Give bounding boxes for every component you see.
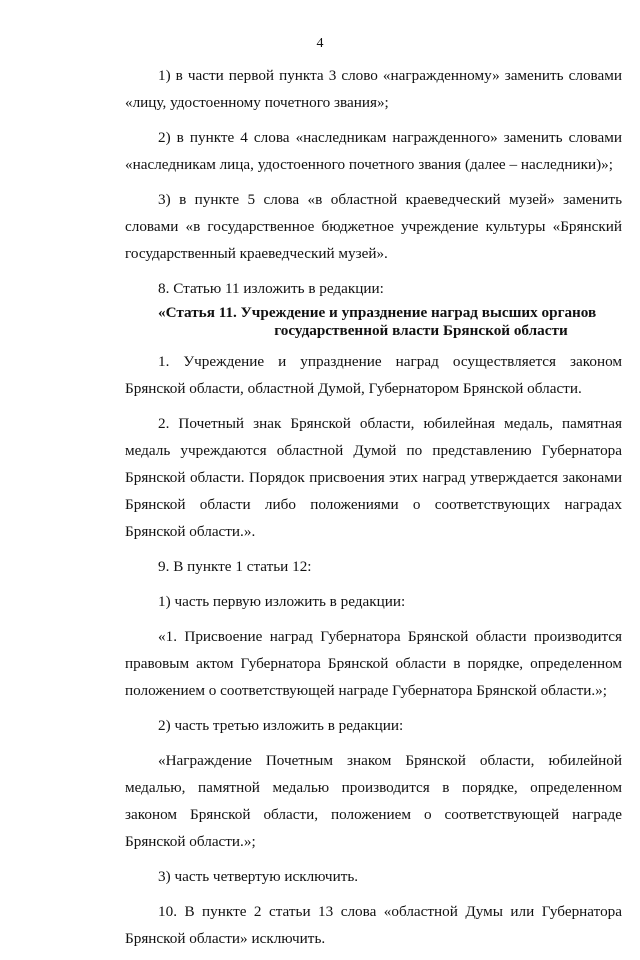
paragraph-quote-1: «1. Присвоение наград Губернатора Брянской области производится правовым актом Губернатора Брянской области в порядке, определенном положением о соответствующей награде Губернатора Брянской области.»; [125,628,622,699]
paragraph-item-10: 10. В пункте 2 статьи 13 слова «областной Думы или Губернатора Брянской области» исключить. [125,903,622,947]
paragraph-sub-1: 1) часть первую изложить в редакции: [158,593,406,610]
paragraph-amend-1: 1) в части первой пункта 3 слово «награжденному» заменить словами «лицу, удостоенному почетного звания»; [125,67,622,111]
paragraph-quote-2: «Награждение Почетным знаком Брянской области, юбилейной медалью, памятной медалью производится в порядке, определенном законом Брянской области, положением о соответствующей награде Брянской области.»; [125,752,622,850]
article-heading-line-2: государственной власти Брянской области [274,322,568,339]
paragraph-item-8: 8. Статью 11 изложить в редакции: [158,280,384,297]
paragraph-amend-3: 3) в пункте 5 слова «в областной краеведческий музей» заменить словами «в государственное бюджетное учреждение культуры «Брянский государственный краеведческий музей». [125,191,622,262]
article-11-clause-1: 1. Учреждение и упразднение наград осуществляется законом Брянской области, областной Думой, Губернатором Брянской области. [125,353,622,397]
page-number: 4 [316,36,324,51]
paragraph-sub-3: 3) часть четвертую исключить. [158,868,359,885]
document-body [125,62,622,960]
article-11-heading [125,304,622,340]
paragraph-item-9: 9. В пункте 1 статьи 12: [158,558,312,575]
paragraph-amend-2: 2) в пункте 4 слова «наследникам награжденного» заменить словами «наследникам лица, удостоенного почетного звания (далее – наследники)»; [125,129,622,173]
article-heading-line-1: «Статья 11. Учреждение и упразднение наград высших органов [158,304,597,321]
article-11-clause-2: 2. Почетный знак Брянской области, юбилейная медаль, памятная медаль учреждаются областной Думой по представлению Губернатора Брянской области. Порядок присвоения этих наград утверждается законами Брянской области либо положениями о соответствующих наградах Брянской области.». [125,415,622,540]
paragraph-sub-2: 2) часть третью изложить в редакции: [158,717,404,734]
